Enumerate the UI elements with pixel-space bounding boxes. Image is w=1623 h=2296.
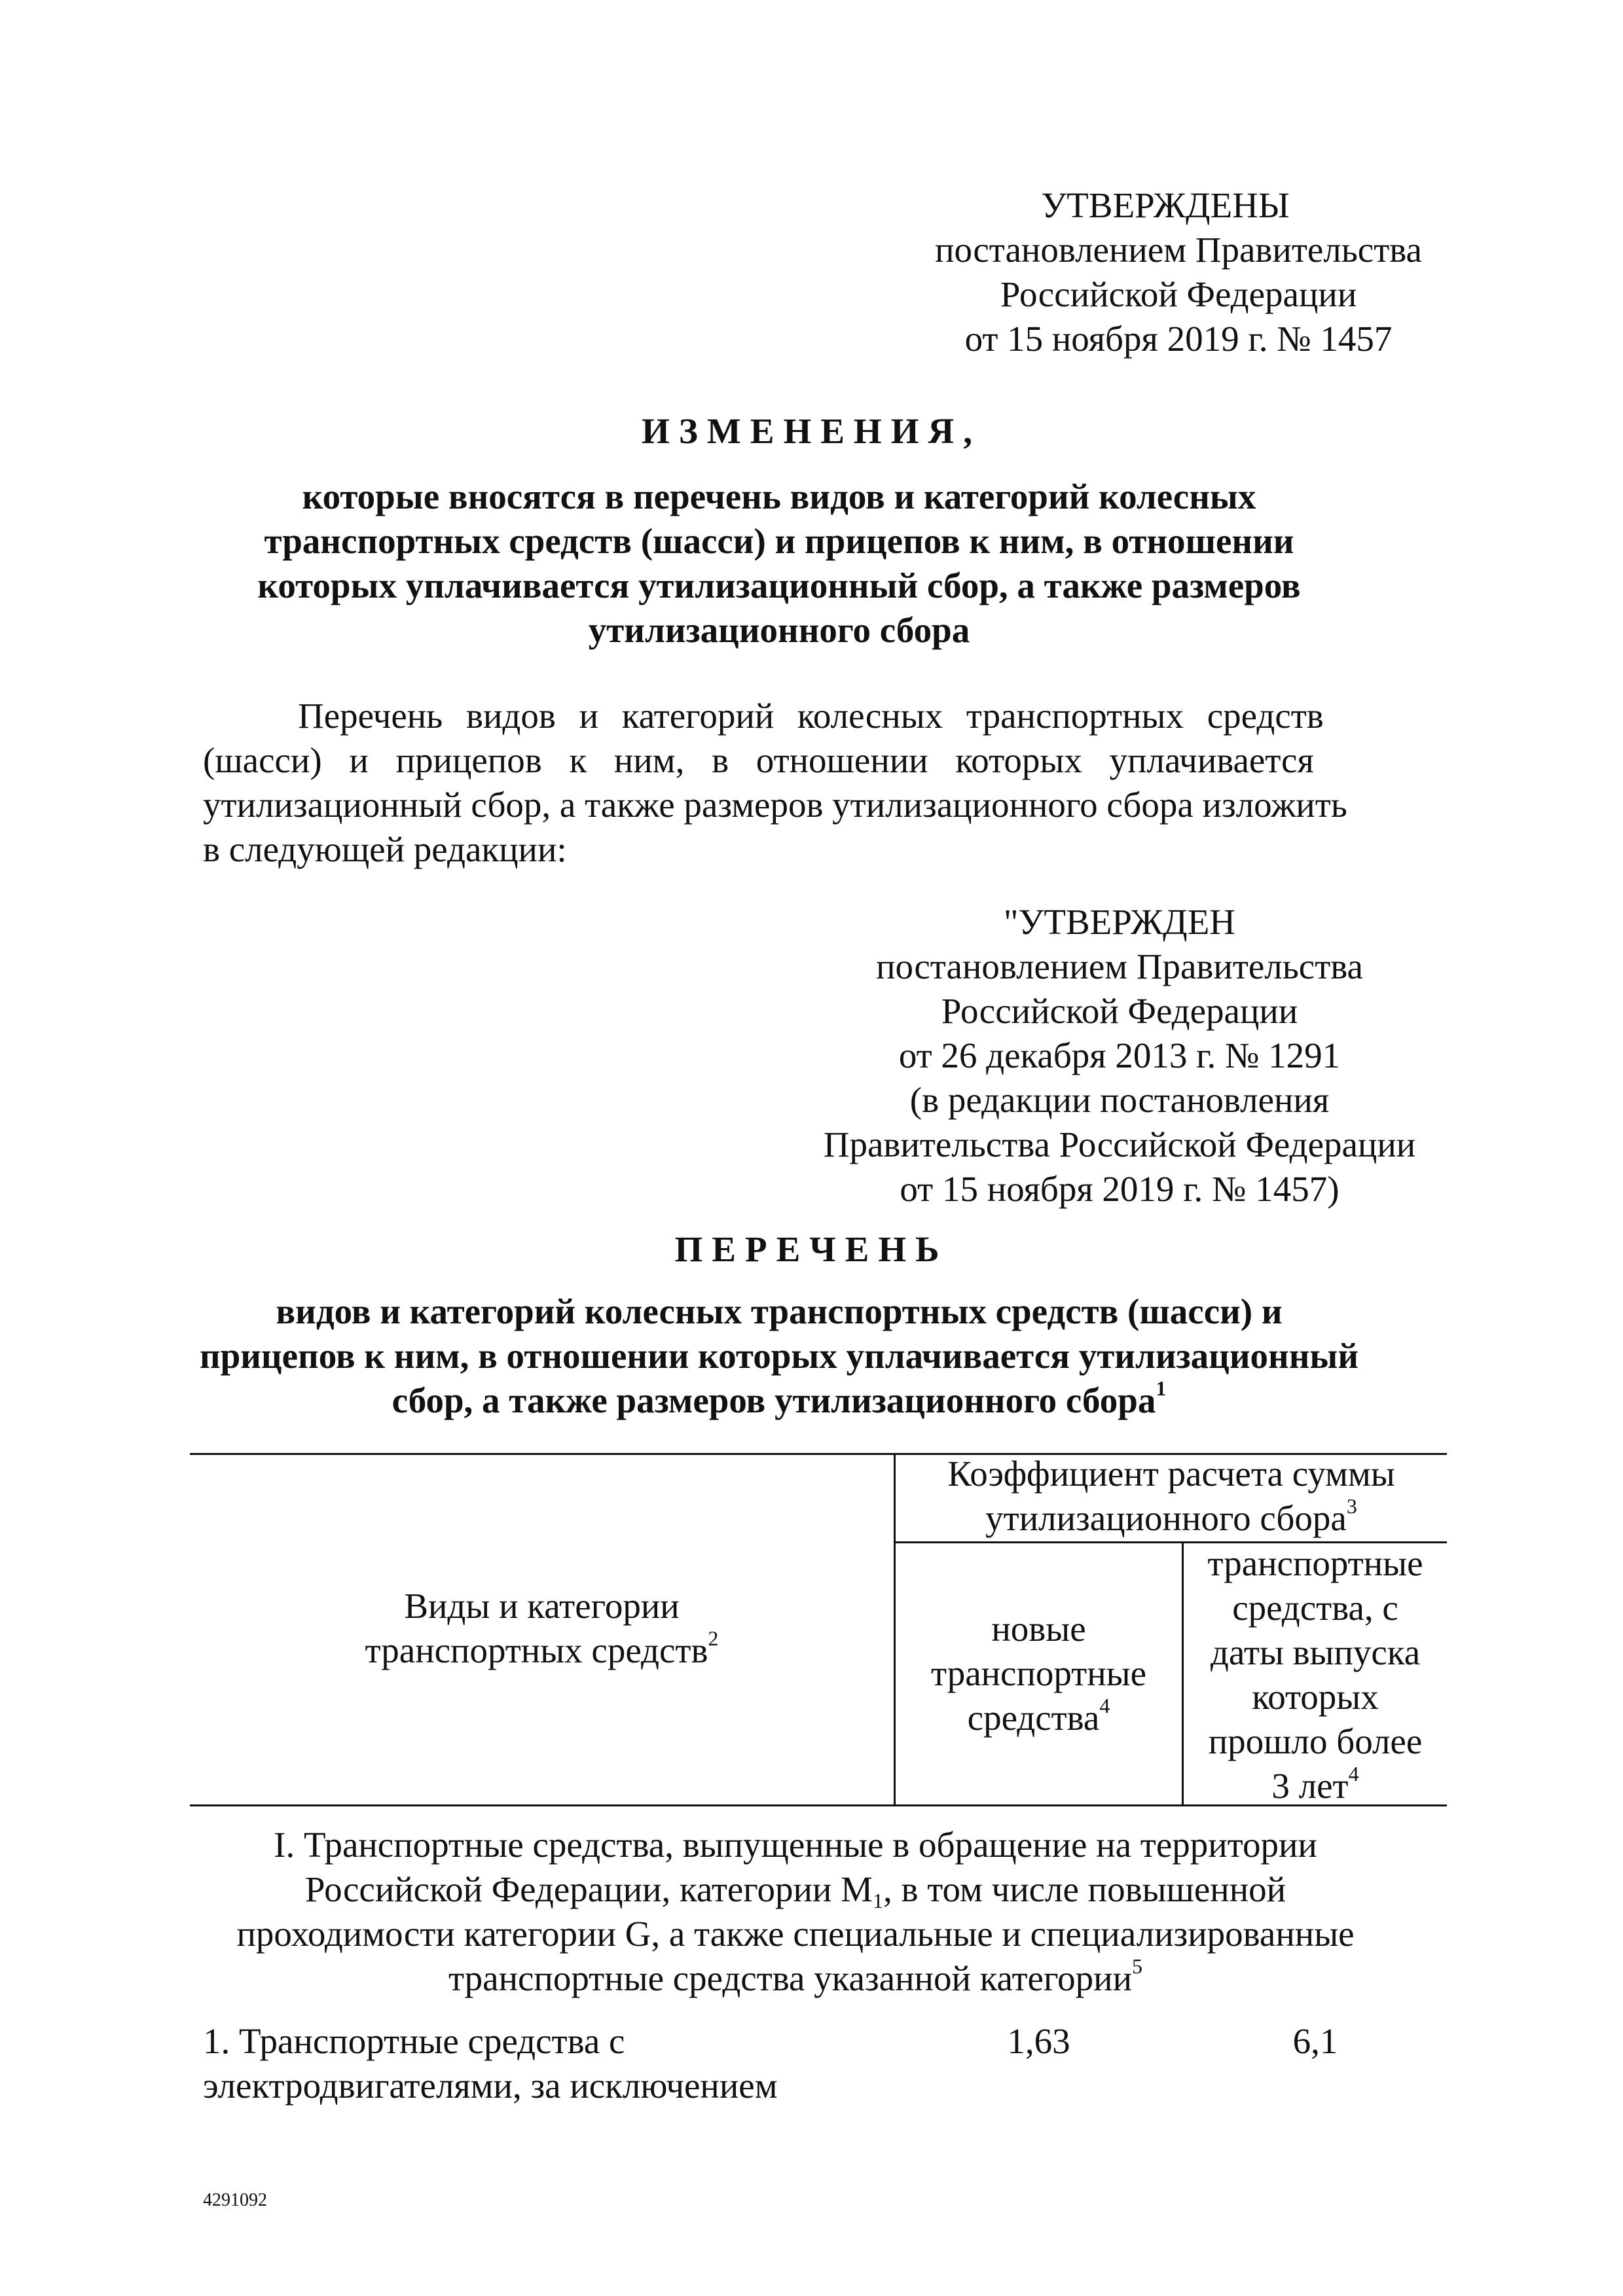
header-text: транспортных средств	[365, 1630, 708, 1670]
section-line	[164, 1867, 1427, 1912]
header-line: даты выпуска	[1210, 1632, 1421, 1672]
header-text: средства	[967, 1698, 1100, 1738]
intro-line: утилизационный сбор, а также размеров утилизационного сбора изложить	[203, 785, 1347, 825]
table-cell-new-value: 1,63	[1007, 2021, 1070, 2061]
table-header-kinds	[190, 1584, 894, 1673]
section-heading	[164, 1823, 1427, 2001]
header-line: новые	[991, 1609, 1086, 1649]
intro-line: (шасси) и прицепов к ним, в отношении которых уплачивается	[203, 740, 1314, 780]
heading-line: утилизационного сбора	[588, 610, 970, 650]
approval-block-1	[903, 183, 1453, 361]
heading-line: транспортных средств (шасси) и прицепов к ним, в отношении	[264, 521, 1294, 561]
approval-line: постановлением Правительства	[876, 946, 1363, 986]
header-line: прошло более	[1208, 1721, 1423, 1761]
section-text: транспортные средства указанной категории	[448, 1958, 1133, 1998]
heading-list-title: ПЕРЕЧЕНЬ	[674, 1229, 949, 1269]
row-line: 1. Транспортные средства с	[203, 2021, 625, 2061]
approval-line: постановлением Правительства	[935, 230, 1422, 270]
approval-line: Российской Федерации	[941, 991, 1298, 1031]
approval-line: от 15 ноября 2019 г. № 1457	[964, 319, 1393, 359]
approval-line: от 26 декабря 2013 г. № 1291	[898, 1035, 1341, 1075]
row-line: электродвигателями, за исключением	[203, 2066, 778, 2106]
header-line	[896, 1696, 1182, 1740]
approval-block-2	[786, 900, 1453, 1211]
footnote-marker: 4	[1099, 1694, 1110, 1717]
footnote-marker: 1	[1156, 1376, 1167, 1400]
subscript: 1	[873, 1889, 883, 1912]
header-line: Виды и категории	[404, 1586, 680, 1626]
header-line	[190, 1628, 894, 1673]
intro-line: Перечень видов и категорий колесных транспортных средств	[298, 696, 1324, 736]
approval-line: Правительства Российской Федерации	[823, 1124, 1416, 1164]
heading-text: сбор, а также размеров утилизационного сбора	[392, 1380, 1156, 1420]
heading-changes-subtitle	[164, 475, 1395, 653]
heading-changes-title: ИЗМЕНЕНИЯ,	[642, 411, 981, 451]
footnote-marker: 4	[1348, 1762, 1359, 1785]
table-header-old-vehicles	[1184, 1541, 1447, 1808]
header-line: транспортные	[1207, 1543, 1423, 1583]
section-line: проходимости категории G, а также специальные и специализированные	[236, 1914, 1355, 1954]
heading-line: видов и категорий колесных транспортных средств (шасси) и	[276, 1291, 1283, 1331]
header-text: 3 лет	[1271, 1766, 1349, 1806]
intro-line: в следующей редакции:	[203, 829, 567, 869]
header-line: средства, с	[1232, 1588, 1398, 1628]
heading-list-subtitle	[164, 1289, 1395, 1423]
approval-line: (в редакции постановления	[909, 1080, 1330, 1120]
section-text: , в том числе повышенной	[883, 1869, 1286, 1909]
table-row-label	[203, 2019, 897, 2108]
section-text: Российской Федерации, категории М	[304, 1869, 873, 1909]
heading-line: которые вносятся в перечень видов и категорий колесных	[302, 476, 1256, 516]
header-line: транспортные	[930, 1653, 1146, 1693]
approval-line: Российской Федерации	[1000, 274, 1357, 314]
header-line: Коэффициент расчета суммы	[947, 1454, 1395, 1494]
header-line	[896, 1496, 1447, 1541]
header-line: которых	[1252, 1677, 1379, 1717]
footnote-marker: 5	[1132, 1954, 1143, 1978]
intro-paragraph	[203, 694, 1440, 872]
heading-line: которых уплачивается утилизационный сбор, а также размеров	[257, 565, 1301, 605]
section-line	[164, 1956, 1427, 2001]
approval-title: "УТВЕРЖДЕН	[1003, 902, 1236, 942]
heading-line: прицепов к ним, в отношении которых уплачивается утилизационный	[199, 1336, 1359, 1376]
approval-line: от 15 ноября 2019 г. № 1457)	[900, 1169, 1340, 1209]
footnote-marker: 2	[708, 1626, 719, 1650]
heading-line	[164, 1378, 1395, 1423]
table-cell-old-value: 6,1	[1292, 2021, 1338, 2061]
approval-title: УТВЕРЖДЕНЫ	[1041, 185, 1290, 225]
header-text: утилизационного сбора	[985, 1498, 1347, 1538]
header-line	[1184, 1764, 1447, 1808]
table-header-new-vehicles	[896, 1607, 1182, 1740]
table-header-coefficient	[896, 1452, 1447, 1541]
section-line: I. Транспортные средства, выпущенные в обращение на территории	[274, 1825, 1317, 1865]
document-code: 4291092	[203, 2190, 267, 2210]
footnote-marker: 3	[1346, 1494, 1357, 1518]
